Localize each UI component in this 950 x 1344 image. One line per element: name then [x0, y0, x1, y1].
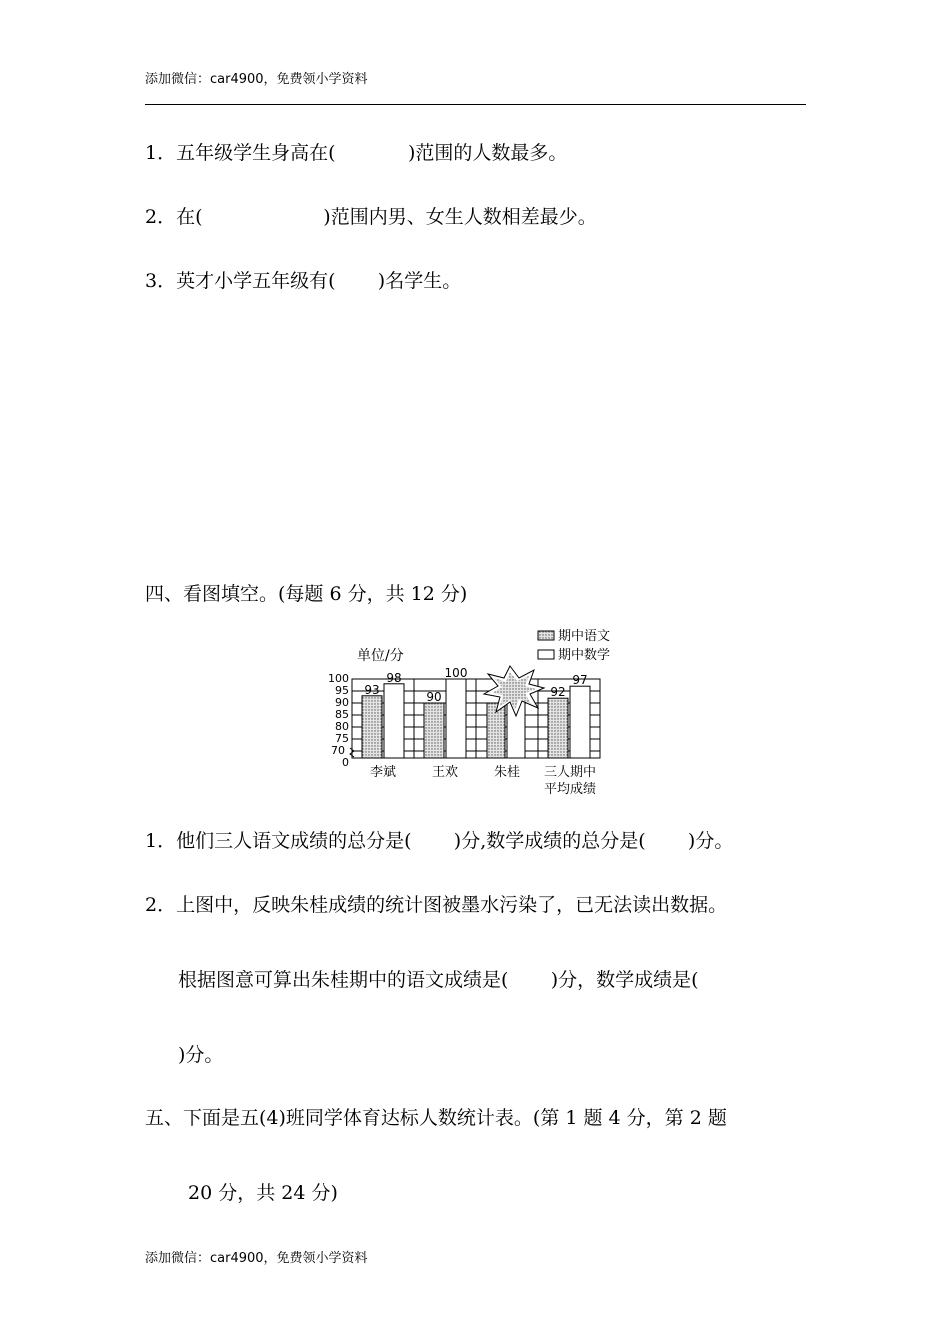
bar-math-average	[570, 686, 590, 758]
label-math-libin: 98	[386, 670, 402, 685]
s3-question-3: 3．英才小学五年级有( )名学生。	[145, 270, 462, 292]
section5-title-line2: 20 分，共 24 分)	[188, 1182, 338, 1204]
bar-chinese-average	[548, 698, 568, 758]
axis-break-icon	[350, 748, 354, 757]
s4-question-2-line2: 根据图意可算出朱桂期中的语文成绩是( )分，数学成绩是(	[178, 969, 699, 991]
s4-question-2-line3: )分。	[178, 1044, 224, 1066]
category-label-avg-2: 平均成绩	[543, 782, 597, 797]
score-bar-chart	[320, 622, 650, 802]
footer-watermark: 添加微信：car4900，免费领小学资料	[145, 1251, 368, 1266]
legend-chinese-swatch	[538, 631, 554, 640]
label-chinese-average: 92	[550, 685, 566, 700]
bar-math-wanghuan	[446, 679, 466, 758]
unit-label: 单位/分	[357, 648, 404, 664]
s3-question-2: 2．在( )范围内男、女生人数相差最少。	[145, 206, 597, 228]
header-divider	[145, 104, 806, 105]
y-tick-label: 100	[328, 672, 349, 685]
category-label-libin: 李斌	[369, 765, 397, 780]
legend-math-swatch	[538, 650, 554, 659]
section5-title-line1: 五、下面是五(4)班同学体育达标人数统计表。(第 1 题 4 分，第 2 题	[145, 1107, 727, 1129]
label-math-average: 97	[572, 673, 588, 688]
label-chinese-libin: 93	[364, 682, 380, 697]
y-tick-label: 95	[335, 684, 349, 697]
y-tick-label: 0	[342, 756, 349, 769]
label-chinese-wanghuan: 90	[426, 690, 442, 704]
s4-question-2-line1: 2．上图中，反映朱桂成绩的统计图被墨水污染了，已无法读出数据。	[145, 894, 728, 916]
legend-chinese-label: 期中语文	[558, 629, 611, 644]
category-label-avg-1: 三人期中	[543, 765, 597, 780]
category-label-wanghuan: 王欢	[431, 765, 459, 780]
bar-chinese-wanghuan	[424, 703, 444, 758]
header-watermark: 添加微信：car4900，免费领小学资料	[145, 72, 368, 87]
s4-question-1: 1．他们三人语文成绩的总分是( )分,数学成绩的总分是( )分。	[145, 830, 734, 852]
bar-chinese-libin	[362, 696, 382, 758]
y-tick-label: 90	[335, 696, 349, 709]
s3-question-1: 1．五年级学生身高在( )范围的人数最多。	[145, 142, 568, 164]
y-tick-label: 75	[335, 732, 349, 745]
y-tick-label: 70	[331, 744, 345, 757]
y-tick-label: 80	[335, 720, 349, 733]
section4-title: 四、看图填空。(每题 6 分，共 12 分)	[145, 583, 468, 605]
y-tick-label: 85	[335, 708, 349, 721]
bar-math-libin	[384, 684, 404, 758]
label-math-wanghuan: 100	[444, 666, 468, 680]
legend-math-label: 期中数学	[558, 648, 611, 663]
category-label-zhugui: 朱桂	[493, 765, 521, 780]
